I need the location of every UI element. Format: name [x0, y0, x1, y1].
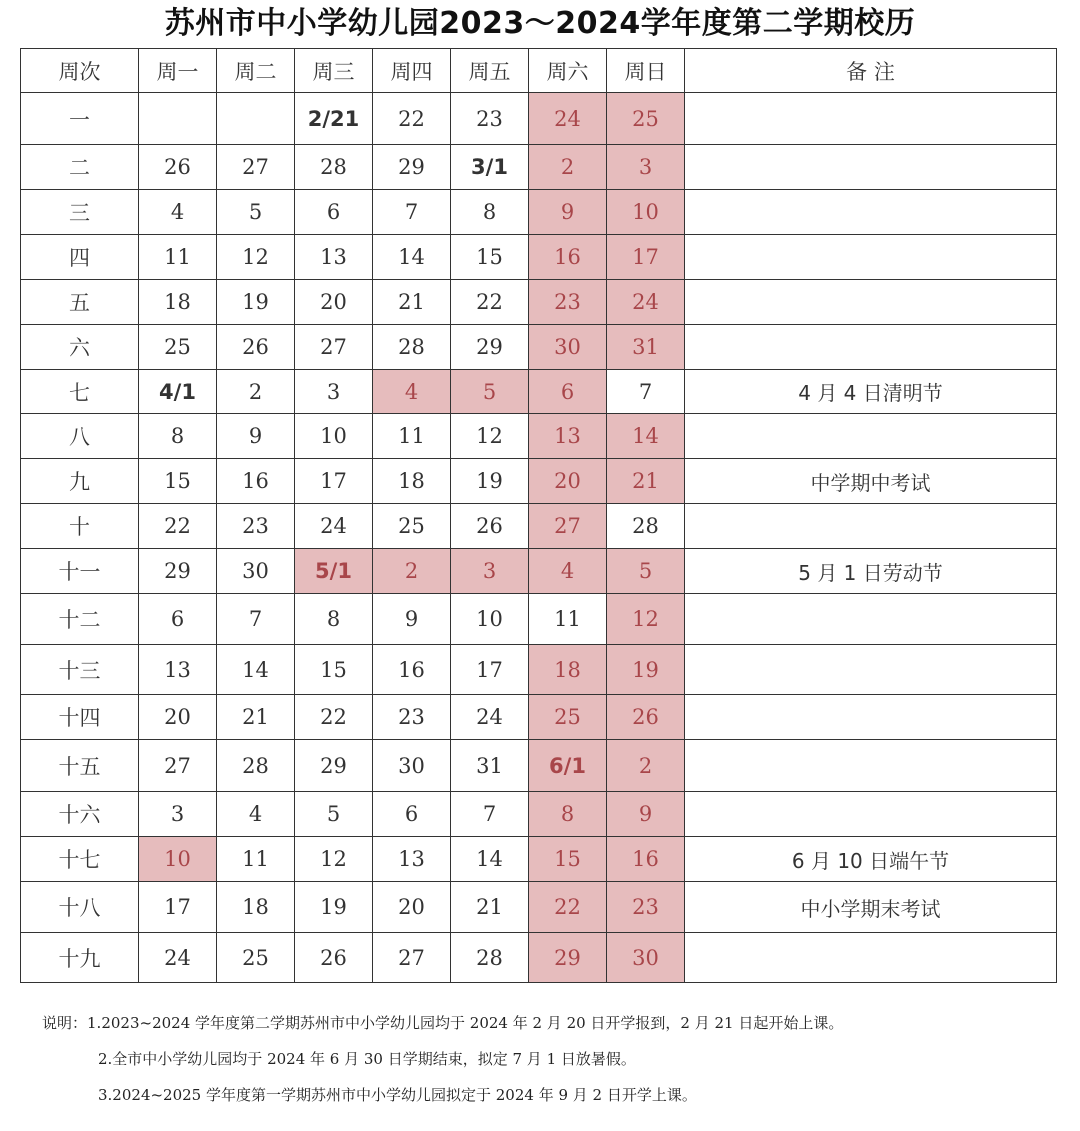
day-cell-mon: 3 — [139, 792, 217, 837]
day-cell-thu: 6 — [373, 792, 451, 837]
day-cell-tue: 23 — [217, 504, 295, 549]
day-cell-wed: 6 — [295, 190, 373, 235]
week-number: 一 — [21, 93, 139, 145]
day-cell-sat: 2 — [529, 145, 607, 190]
day-cell-sun: 5 — [607, 549, 685, 594]
day-cell-fri: 3 — [451, 549, 529, 594]
day-cell-mon: 13 — [139, 645, 217, 695]
header-sun: 周日 — [607, 49, 685, 93]
day-cell-tue: 16 — [217, 459, 295, 504]
day-cell-tue: 18 — [217, 882, 295, 933]
header-thu: 周四 — [373, 49, 451, 93]
week-number: 十五 — [21, 740, 139, 792]
week-row — [21, 882, 1057, 933]
day-cell-fri: 28 — [451, 933, 529, 983]
week-number: 十九 — [21, 933, 139, 983]
day-cell-wed: 3 — [295, 370, 373, 414]
day-cell-tue: 12 — [217, 235, 295, 280]
day-cell-mon: 25 — [139, 325, 217, 370]
week-row — [21, 549, 1057, 594]
header-week: 周次 — [21, 49, 139, 93]
day-cell-mon: 27 — [139, 740, 217, 792]
day-cell-sun: 23 — [607, 882, 685, 933]
remark-cell — [685, 145, 1057, 190]
day-cell-tue: 26 — [217, 325, 295, 370]
day-cell-thu: 23 — [373, 695, 451, 740]
day-cell-thu: 20 — [373, 882, 451, 933]
day-cell-mon: 18 — [139, 280, 217, 325]
day-cell-wed: 8 — [295, 594, 373, 645]
note-line-1 — [42, 1008, 843, 1044]
day-cell-mon: 10 — [139, 837, 217, 882]
day-cell-wed: 2/21 — [295, 93, 373, 145]
day-cell-tue: 14 — [217, 645, 295, 695]
day-cell-tue — [217, 93, 295, 145]
day-cell-fri: 17 — [451, 645, 529, 695]
week-number: 十一 — [21, 549, 139, 594]
week-number: 十七 — [21, 837, 139, 882]
day-cell-sun: 9 — [607, 792, 685, 837]
day-cell-wed: 22 — [295, 695, 373, 740]
week-number: 六 — [21, 325, 139, 370]
week-number: 七 — [21, 370, 139, 414]
week-number: 十八 — [21, 882, 139, 933]
day-cell-fri: 31 — [451, 740, 529, 792]
week-number: 十三 — [21, 645, 139, 695]
day-cell-sat: 6/1 — [529, 740, 607, 792]
week-row — [21, 414, 1057, 459]
day-cell-sat: 18 — [529, 645, 607, 695]
day-cell-sat: 30 — [529, 325, 607, 370]
day-cell-thu: 2 — [373, 549, 451, 594]
explanation-notes — [42, 1008, 843, 1116]
day-cell-wed: 28 — [295, 145, 373, 190]
day-cell-sat: 27 — [529, 504, 607, 549]
week-row — [21, 190, 1057, 235]
day-cell-tue: 5 — [217, 190, 295, 235]
day-cell-wed: 29 — [295, 740, 373, 792]
remark-cell: 5 月 1 日劳动节 — [685, 549, 1057, 594]
day-cell-sun: 31 — [607, 325, 685, 370]
day-cell-sun: 17 — [607, 235, 685, 280]
day-cell-fri: 7 — [451, 792, 529, 837]
day-cell-sun: 30 — [607, 933, 685, 983]
day-cell-wed: 10 — [295, 414, 373, 459]
day-cell-sat: 15 — [529, 837, 607, 882]
day-cell-mon: 29 — [139, 549, 217, 594]
week-row — [21, 370, 1057, 414]
remark-cell: 6 月 10 日端午节 — [685, 837, 1057, 882]
day-cell-thu: 27 — [373, 933, 451, 983]
day-cell-thu: 18 — [373, 459, 451, 504]
day-cell-mon: 4 — [139, 190, 217, 235]
header-tue: 周二 — [217, 49, 295, 93]
day-cell-sun: 2 — [607, 740, 685, 792]
day-cell-thu: 22 — [373, 93, 451, 145]
week-row — [21, 645, 1057, 695]
day-cell-thu: 30 — [373, 740, 451, 792]
day-cell-mon: 15 — [139, 459, 217, 504]
day-cell-sun: 21 — [607, 459, 685, 504]
day-cell-mon: 17 — [139, 882, 217, 933]
day-cell-sat: 11 — [529, 594, 607, 645]
header-fri: 周五 — [451, 49, 529, 93]
note-item: 2.全市中小学幼儿园均于 2024 年 6 月 30 日学期结束，拟定 7 月 1 日放暑假。 — [98, 1050, 636, 1068]
week-number: 二 — [21, 145, 139, 190]
week-number: 三 — [21, 190, 139, 235]
week-row — [21, 695, 1057, 740]
day-cell-sun: 12 — [607, 594, 685, 645]
day-cell-fri: 19 — [451, 459, 529, 504]
day-cell-sun: 28 — [607, 504, 685, 549]
week-row — [21, 594, 1057, 645]
day-cell-wed: 27 — [295, 325, 373, 370]
week-row — [21, 235, 1057, 280]
remark-cell — [685, 740, 1057, 792]
day-cell-wed: 15 — [295, 645, 373, 695]
day-cell-tue: 27 — [217, 145, 295, 190]
day-cell-sat: 8 — [529, 792, 607, 837]
day-cell-wed: 12 — [295, 837, 373, 882]
week-row — [21, 933, 1057, 983]
day-cell-wed: 26 — [295, 933, 373, 983]
day-cell-mon: 8 — [139, 414, 217, 459]
week-number: 五 — [21, 280, 139, 325]
note-line-2 — [42, 1044, 843, 1080]
day-cell-mon: 24 — [139, 933, 217, 983]
day-cell-sat: 25 — [529, 695, 607, 740]
day-cell-thu: 14 — [373, 235, 451, 280]
remark-cell — [685, 325, 1057, 370]
week-number: 十 — [21, 504, 139, 549]
week-row — [21, 459, 1057, 504]
day-cell-sat: 24 — [529, 93, 607, 145]
week-row — [21, 837, 1057, 882]
remark-cell: 中学期中考试 — [685, 459, 1057, 504]
day-cell-fri: 24 — [451, 695, 529, 740]
day-cell-mon: 11 — [139, 235, 217, 280]
day-cell-fri: 14 — [451, 837, 529, 882]
day-cell-mon: 20 — [139, 695, 217, 740]
day-cell-mon: 6 — [139, 594, 217, 645]
day-cell-sat: 23 — [529, 280, 607, 325]
day-cell-thu: 29 — [373, 145, 451, 190]
day-cell-thu: 11 — [373, 414, 451, 459]
day-cell-thu: 13 — [373, 837, 451, 882]
week-row — [21, 93, 1057, 145]
day-cell-sat: 9 — [529, 190, 607, 235]
day-cell-mon — [139, 93, 217, 145]
remark-cell — [685, 93, 1057, 145]
header-sat: 周六 — [529, 49, 607, 93]
notes-label: 说明： — [42, 1014, 88, 1032]
header-wed: 周三 — [295, 49, 373, 93]
day-cell-wed: 5/1 — [295, 549, 373, 594]
day-cell-fri: 5 — [451, 370, 529, 414]
week-number: 九 — [21, 459, 139, 504]
header-mon: 周一 — [139, 49, 217, 93]
school-calendar-table — [20, 48, 1057, 983]
day-cell-tue: 2 — [217, 370, 295, 414]
day-cell-tue: 19 — [217, 280, 295, 325]
day-cell-tue: 28 — [217, 740, 295, 792]
remark-cell: 中小学期末考试 — [685, 882, 1057, 933]
day-cell-thu: 21 — [373, 280, 451, 325]
week-row — [21, 792, 1057, 837]
day-cell-fri: 12 — [451, 414, 529, 459]
day-cell-wed: 19 — [295, 882, 373, 933]
day-cell-tue: 7 — [217, 594, 295, 645]
day-cell-sun: 10 — [607, 190, 685, 235]
day-cell-sun: 14 — [607, 414, 685, 459]
remark-cell — [685, 594, 1057, 645]
week-number: 四 — [21, 235, 139, 280]
remark-cell: 4 月 4 日清明节 — [685, 370, 1057, 414]
day-cell-sat: 6 — [529, 370, 607, 414]
note-item: 3.2024~2025 学年度第一学期苏州市中小学幼儿园拟定于 2024 年 9 月 2 日开学上课。 — [98, 1086, 697, 1104]
day-cell-fri: 3/1 — [451, 145, 529, 190]
day-cell-mon: 22 — [139, 504, 217, 549]
day-cell-wed: 24 — [295, 504, 373, 549]
day-cell-sat: 4 — [529, 549, 607, 594]
day-cell-fri: 29 — [451, 325, 529, 370]
day-cell-sun: 16 — [607, 837, 685, 882]
day-cell-fri: 15 — [451, 235, 529, 280]
note-item: 1.2023~2024 学年度第二学期苏州市中小学幼儿园均于 2024 年 2 月 20 日开学报到，2 月 21 日起开始上课。 — [87, 1014, 844, 1032]
day-cell-wed: 20 — [295, 280, 373, 325]
day-cell-wed: 17 — [295, 459, 373, 504]
day-cell-fri: 26 — [451, 504, 529, 549]
day-cell-fri: 8 — [451, 190, 529, 235]
remark-cell — [685, 414, 1057, 459]
week-row — [21, 145, 1057, 190]
header-notes: 备 注 — [685, 49, 1057, 93]
day-cell-sun: 26 — [607, 695, 685, 740]
day-cell-wed: 13 — [295, 235, 373, 280]
day-cell-sun: 7 — [607, 370, 685, 414]
day-cell-thu: 9 — [373, 594, 451, 645]
remark-cell — [685, 280, 1057, 325]
note-line-3 — [42, 1080, 843, 1116]
day-cell-fri: 10 — [451, 594, 529, 645]
day-cell-sun: 19 — [607, 645, 685, 695]
page-title: 苏州市中小学幼儿园2023～2024学年度第二学期校历 — [164, 6, 916, 41]
week-row — [21, 740, 1057, 792]
header-row — [21, 49, 1057, 93]
day-cell-sun: 3 — [607, 145, 685, 190]
day-cell-thu: 16 — [373, 645, 451, 695]
week-row — [21, 280, 1057, 325]
day-cell-wed: 5 — [295, 792, 373, 837]
remark-cell — [685, 792, 1057, 837]
week-row — [21, 325, 1057, 370]
day-cell-sun: 25 — [607, 93, 685, 145]
day-cell-thu: 7 — [373, 190, 451, 235]
day-cell-sat: 16 — [529, 235, 607, 280]
remark-cell — [685, 695, 1057, 740]
day-cell-tue: 11 — [217, 837, 295, 882]
day-cell-sun: 24 — [607, 280, 685, 325]
day-cell-sat: 20 — [529, 459, 607, 504]
week-number: 十二 — [21, 594, 139, 645]
remark-cell — [685, 645, 1057, 695]
week-row — [21, 504, 1057, 549]
day-cell-thu: 25 — [373, 504, 451, 549]
day-cell-sat: 22 — [529, 882, 607, 933]
week-number: 十四 — [21, 695, 139, 740]
day-cell-tue: 30 — [217, 549, 295, 594]
remark-cell — [685, 504, 1057, 549]
day-cell-tue: 21 — [217, 695, 295, 740]
day-cell-thu: 28 — [373, 325, 451, 370]
day-cell-sat: 29 — [529, 933, 607, 983]
day-cell-fri: 23 — [451, 93, 529, 145]
day-cell-tue: 25 — [217, 933, 295, 983]
week-number: 八 — [21, 414, 139, 459]
day-cell-fri: 21 — [451, 882, 529, 933]
week-number: 十六 — [21, 792, 139, 837]
day-cell-tue: 4 — [217, 792, 295, 837]
day-cell-mon: 4/1 — [139, 370, 217, 414]
day-cell-fri: 22 — [451, 280, 529, 325]
day-cell-mon: 26 — [139, 145, 217, 190]
day-cell-tue: 9 — [217, 414, 295, 459]
remark-cell — [685, 235, 1057, 280]
day-cell-sat: 13 — [529, 414, 607, 459]
remark-cell — [685, 190, 1057, 235]
day-cell-thu: 4 — [373, 370, 451, 414]
remark-cell — [685, 933, 1057, 983]
